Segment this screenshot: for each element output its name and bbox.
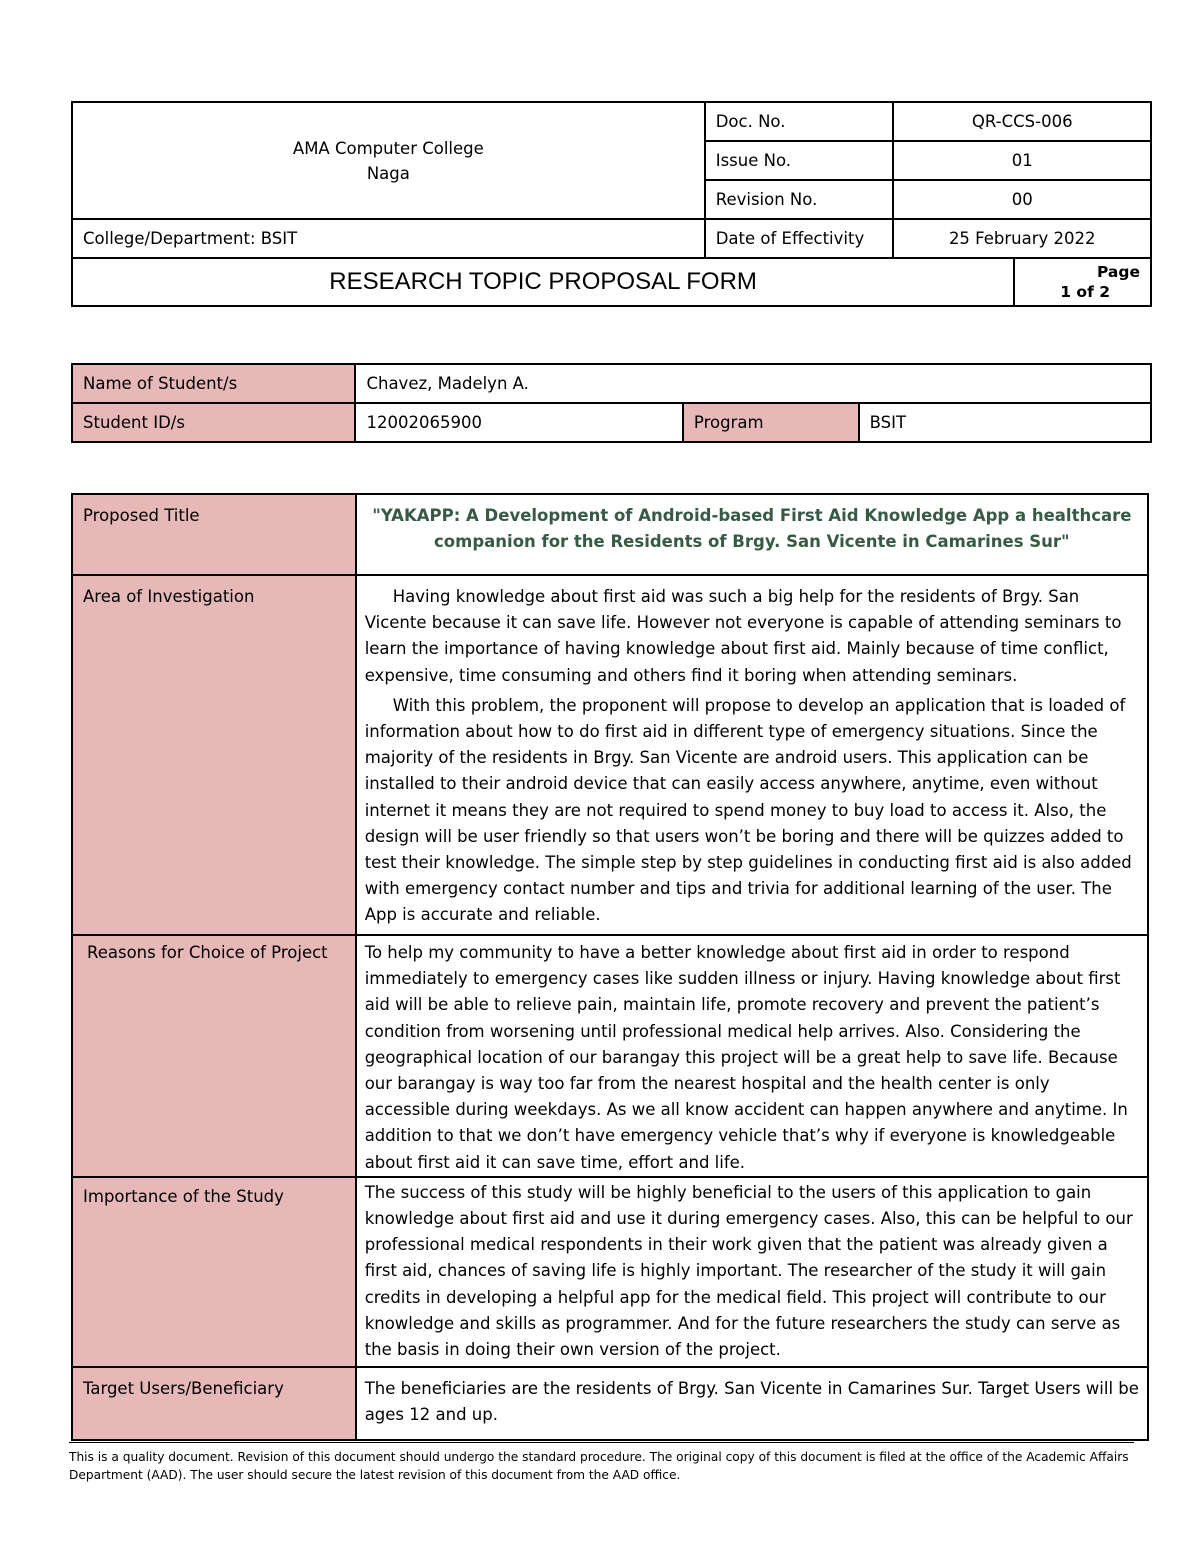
area-paragraph-1: Having knowledge about first aid was such a big help for the residents of Brgy. San Vicente because it can save life. However not everyone is capable of attending seminars to learn the importance of having knowledge about first aid. Mainly because of time conflict, expensive, time consuming and others find it boring when attending seminars.	[364, 587, 1122, 685]
revision-no-value: 00	[893, 180, 1151, 219]
area-of-investigation-label: Area of Investigation	[72, 575, 356, 935]
area-paragraph-2: With this problem, the proponent will propose to develop an application that is loaded of information about how to do first aid in different type of emergency situations. Since the majority of the residents in Brgy. San Vicente are android users. This application can be installed to their android device that can easily access anywhere, anytime, even without internet it means they are not required to spend money to buy load to access it. Also, the design will be user friendly so that users won’t be boring and there will be quizzes added to test their knowledge. The simple step by step guidelines in conducting first aid is also added with emergency contact number and tips and trivia for additional learning of the user. The App is accurate and reliable.	[364, 695, 1132, 925]
doc-no-value: QR-CCS-006	[893, 102, 1151, 141]
page-value: 1 of 2	[1060, 283, 1110, 301]
proposed-title-label: Proposed Title	[72, 494, 356, 575]
program-label: Program	[683, 403, 859, 442]
area-of-investigation-value	[356, 575, 1148, 935]
institution-cell	[72, 102, 705, 219]
proposal-details-table	[71, 493, 1149, 1441]
reasons-label: Reasons for Choice of Project	[72, 935, 356, 1177]
document-header-table	[71, 101, 1152, 307]
revision-no-label: Revision No.	[705, 180, 894, 219]
student-info-table	[71, 363, 1152, 443]
importance-label: Importance of the Study	[72, 1177, 356, 1367]
institution-name: AMA Computer College	[292, 138, 484, 158]
institution-campus: Naga	[366, 163, 410, 183]
page-number-cell	[1014, 258, 1151, 306]
form-title: RESEARCH TOPIC PROPOSAL FORM	[72, 258, 1014, 306]
page-label: Page	[1096, 263, 1140, 281]
student-name-value: Chavez, Madelyn A.	[355, 364, 1151, 403]
target-users-value: The beneficiaries are the residents of Brgy. San Vicente in Camarines Sur. Target Users will be ages 12 and up.	[356, 1367, 1148, 1440]
student-id-label: Student ID/s	[72, 403, 355, 442]
target-users-label: Target Users/Beneficiary	[72, 1367, 356, 1440]
footer-notice: This is a quality document. Revision of this document should undergo the standard procedure. The original copy of this document is filed at the office of the Academic Affairs Department (AAD). The user should secure the latest revision of this document from the AAD office.	[69, 1442, 1134, 1484]
reasons-value: To help my community to have a better knowledge about first aid in order to respond immediately to emergency cases like sudden illness or injury. Having knowledge about first aid will be able to relieve pain, maintain life, promote recovery and prevent the patient’s condition from worsening until professional medical help arrives. Also. Considering the geographical location of our barangay this project will be a great help to save life. Because our barangay is way too far from the nearest hospital and the health center is only accessible during weekdays. As we all know accident can happen anywhere and anytime. In addition to that we don’t have emergency vehicle that’s why if everyone is knowledgeable about first aid it can save time, effort and life.	[356, 935, 1148, 1177]
issue-no-value: 01	[893, 141, 1151, 180]
proposed-title-value: "YAKAPP: A Development of Android-based First Aid Knowledge App a healthcare companion for the Residents of Brgy. San Vicente in Camarines Sur"	[356, 494, 1148, 575]
student-name-label: Name of Student/s	[72, 364, 355, 403]
issue-no-label: Issue No.	[705, 141, 894, 180]
effectivity-label: Date of Effectivity	[705, 219, 894, 258]
effectivity-value: 25 February 2022	[893, 219, 1151, 258]
importance-value: The success of this study will be highly beneficial to the users of this application to gain knowledge about first aid and use it during emergency cases. Also, this can be helpful to our professional medical respondents in their work given that the patient was already given a first aid, chances of saving life is highly important. The researcher of the study it will gain credits in developing a helpful app for the medical field. This project will contribute to our knowledge and skills as programmer. And for the future researchers the study can serve as the basis in doing their own version of the project.	[356, 1177, 1148, 1367]
student-id-value: 12002065900	[355, 403, 682, 442]
doc-no-label: Doc. No.	[705, 102, 894, 141]
department-label: College/Department: BSIT	[72, 219, 705, 258]
program-value: BSIT	[859, 403, 1151, 442]
